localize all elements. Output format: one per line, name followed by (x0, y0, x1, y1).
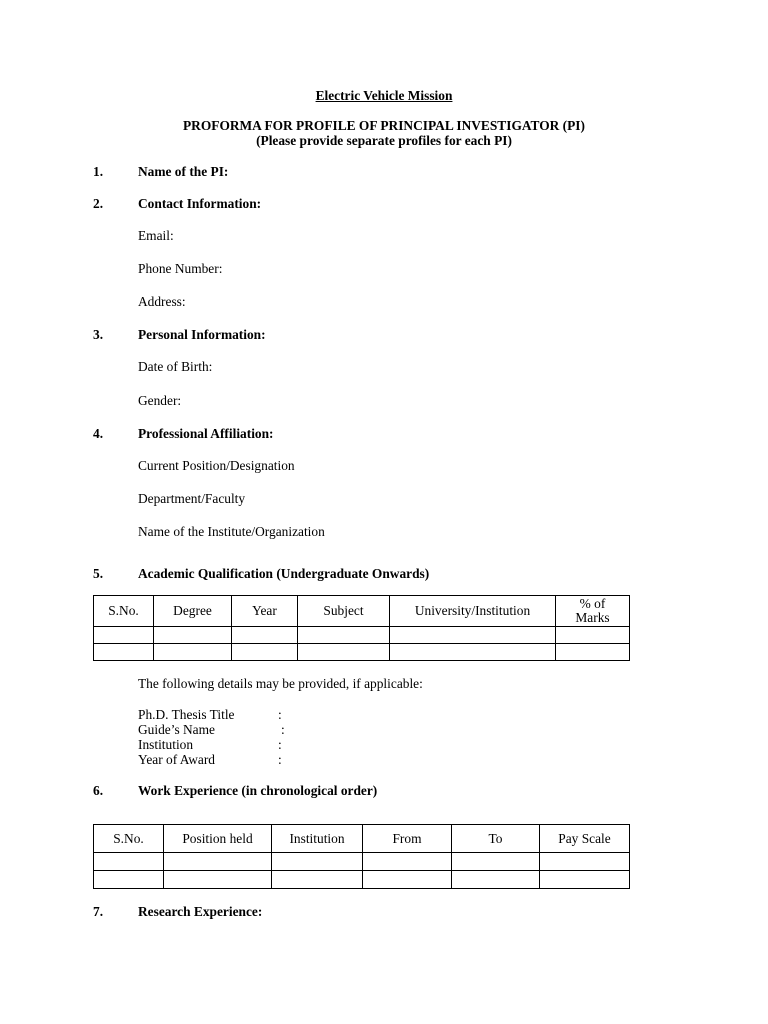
table-cell (363, 853, 452, 871)
column-header: Year (232, 596, 298, 627)
column-header: Subject (298, 596, 390, 627)
column-header: Institution (272, 825, 363, 853)
column-header: S.No. (94, 825, 164, 853)
column-header: University/Institution (390, 596, 556, 627)
column-header: Degree (154, 596, 232, 627)
column-header: To (452, 825, 540, 853)
section-number: 3. (93, 327, 104, 342)
field-department: Department/Faculty (138, 491, 246, 506)
table-row (94, 853, 630, 871)
table-cell (390, 644, 556, 661)
table-cell (232, 644, 298, 661)
form-subtitle: (Please provide separate profiles for each PI) (256, 133, 512, 148)
field-institute-name: Name of the Institute/Organization (138, 524, 325, 539)
mission-heading: Electric Vehicle Mission (315, 88, 453, 103)
field-separator: : (278, 737, 282, 752)
table-cell (94, 644, 154, 661)
table-cell (154, 644, 232, 661)
section-professional-affiliation: Professional Affiliation: (138, 426, 274, 441)
table-cell (452, 871, 540, 889)
field-address: Address: (138, 294, 186, 309)
field-guide-name: Guide’s Name (138, 722, 215, 737)
section-personal-information: Personal Information: (138, 327, 266, 342)
section-number: 6. (93, 783, 104, 798)
table-row (94, 627, 630, 644)
table-row (94, 644, 630, 661)
field-separator: : (278, 707, 282, 722)
field-separator: : (281, 722, 285, 737)
work-experience-table (93, 824, 630, 889)
table-cell (452, 853, 540, 871)
table-cell (94, 627, 154, 644)
table-row (94, 871, 630, 889)
field-phone-number: Phone Number: (138, 261, 223, 276)
section-number: 2. (93, 196, 104, 211)
field-separator: : (278, 752, 282, 767)
table-cell (540, 871, 630, 889)
section-name-of-pi: Name of the PI: (138, 164, 229, 179)
field-phd-thesis-title: Ph.D. Thesis Title (138, 707, 235, 722)
table-cell (272, 871, 363, 889)
section-contact-information: Contact Information: (138, 196, 262, 211)
field-current-position: Current Position/Designation (138, 458, 295, 473)
table-cell (556, 627, 630, 644)
section-number: 5. (93, 566, 104, 581)
table-header-row (94, 825, 630, 853)
field-email: Email: (138, 228, 174, 243)
table-cell (298, 644, 390, 661)
table-cell (164, 853, 272, 871)
table-cell (94, 853, 164, 871)
academic-qualification-table (93, 595, 630, 661)
table-cell (164, 871, 272, 889)
section-academic-qualification: Academic Qualification (Undergraduate Onwards) (138, 566, 430, 581)
table-cell (556, 644, 630, 661)
table-cell (272, 853, 363, 871)
section-work-experience: Work Experience (in chronological order) (138, 783, 378, 798)
column-header: S.No. (94, 596, 154, 627)
table-cell (363, 871, 452, 889)
optional-details-note: The following details may be provided, if applicable: (138, 676, 423, 691)
section-number: 1. (93, 164, 104, 179)
column-header: % of Marks (556, 596, 630, 627)
column-header: Position held (164, 825, 272, 853)
field-date-of-birth: Date of Birth: (138, 359, 213, 374)
table-header-row (94, 596, 630, 627)
field-institution: Institution (138, 737, 194, 752)
table-cell (154, 627, 232, 644)
table-cell (94, 871, 164, 889)
section-number: 7. (93, 904, 104, 919)
table-cell (540, 853, 630, 871)
field-year-of-award: Year of Award (138, 752, 215, 767)
section-number: 4. (93, 426, 104, 441)
field-gender: Gender: (138, 393, 182, 408)
form-title: PROFORMA FOR PROFILE OF PRINCIPAL INVESTIGATOR (PI) (183, 118, 585, 133)
column-header: Pay Scale (540, 825, 630, 853)
column-header: From (363, 825, 452, 853)
table-cell (390, 627, 556, 644)
table-cell (232, 627, 298, 644)
section-research-experience: Research Experience: (138, 904, 263, 919)
table-cell (298, 627, 390, 644)
